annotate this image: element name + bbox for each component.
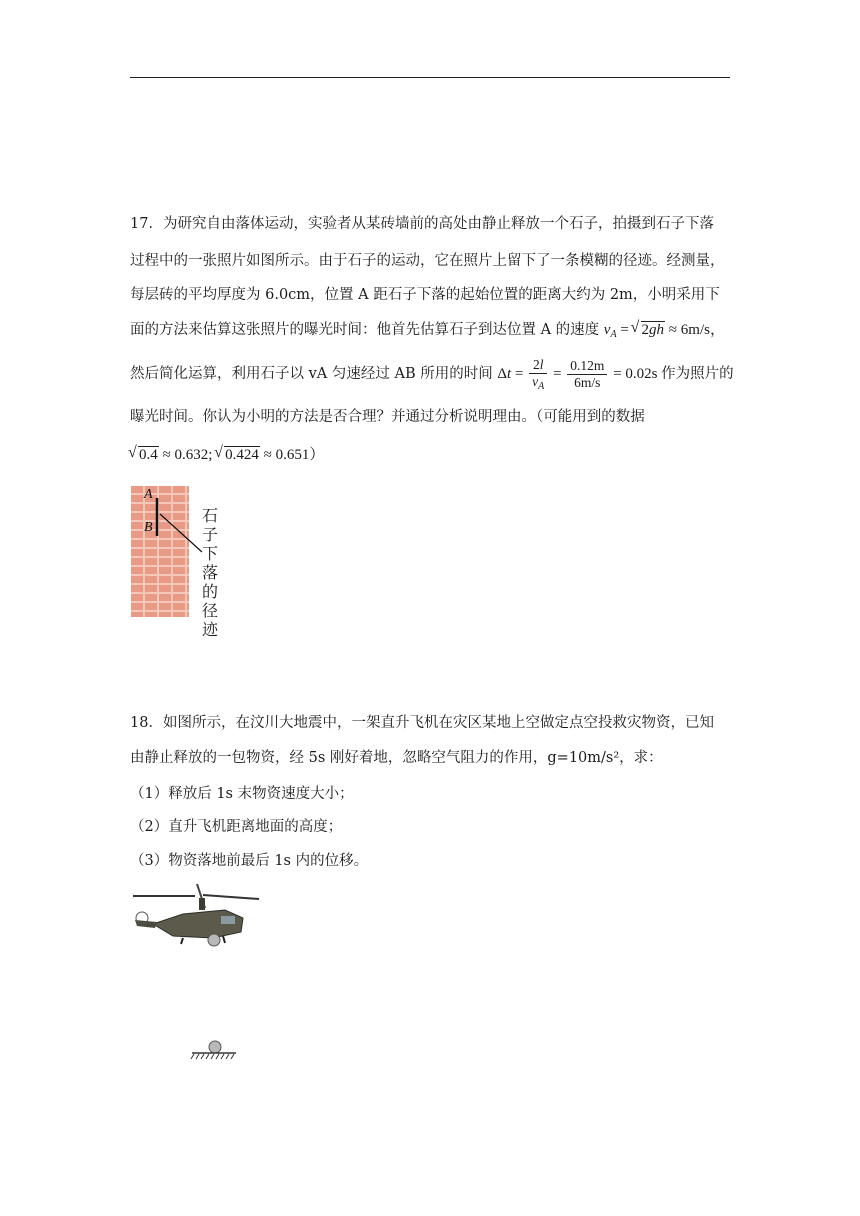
q17-line-5-tail: 作为照片的	[661, 365, 734, 382]
q17-line-4	[130, 318, 725, 340]
q18-line-2: 由静止释放的一包物资，经 5s 刚好着地，忽略空气阻力的作用，g=10m/s²，求：	[130, 750, 663, 766]
label-b: B	[144, 520, 153, 535]
ground-figure	[190, 1038, 240, 1062]
sqrt-2-value: 0.424	[225, 447, 259, 463]
velocity-result: ≈ 6m/s，	[668, 322, 725, 338]
q18-sub-2: （2）直升飞机距离地面的高度；	[130, 819, 343, 835]
rotor-right	[203, 895, 259, 899]
figure-caption: 石子下落的径迹	[202, 506, 219, 639]
supply-package	[208, 934, 220, 946]
sqrt-1-result: ≈ 0.632;	[162, 447, 213, 463]
sqrt-1-value: 0.4	[139, 447, 158, 463]
q17-line-4-text: 面的方法来估算这张照片的曝光时间：他首先估算石子到达位置 A 的速度	[130, 322, 600, 338]
velocity-formula: $v_A$ = √ 2gh ≈ 6m/s，	[604, 322, 725, 338]
sqrt-2-result: ≈ 0.651）	[263, 447, 325, 463]
q17-line-6: 曝光时间。你认为小明的方法是否合理？并通过分析说明理由。（可能用到的数据	[130, 409, 645, 425]
caption-leader-line	[160, 514, 202, 552]
q17-line-5	[130, 357, 734, 392]
q18-sub-3: （3）物资落地前最后 1s 内的位移。	[130, 853, 369, 869]
landed-package	[209, 1041, 221, 1053]
q17-line-1: 17．为研究自由落体运动，实验者从某砖墙前的高处由静止释放一个石子，拍摄到石子下落	[130, 216, 714, 232]
helicopter-image	[133, 880, 263, 950]
label-a: A	[144, 487, 153, 502]
q17-line-7	[130, 443, 324, 464]
header-rule	[130, 77, 730, 78]
q17-line-5-text: 然后简化运算，利用石子以 vA 匀速经过 AB 所用的时间	[130, 365, 493, 382]
time-formula: Δt = $\frac{2l}{v_A}$ = $\frac{0.12m}{6m/s}$ = 0.02s	[497, 357, 658, 392]
time-result: = 0.02s	[613, 365, 658, 382]
q18-sub-1: （1）释放后 1s 末物资速度大小；	[130, 786, 354, 802]
q17-line-3: 每层砖的平均厚度为 6.0cm，位置 A 距石子下落的起始位置的距离大约为 2m，小明采用下	[130, 287, 720, 303]
q18-line-1: 18．如图所示，在汶川大地震中，一架直升飞机在灾区某地上空做定点空投救灾物资，已知	[130, 715, 714, 731]
q17-line-2: 过程中的一张照片如图所示。由于石子的运动，它在照片上留下了一条模糊的径迹。经测量，	[130, 253, 725, 269]
